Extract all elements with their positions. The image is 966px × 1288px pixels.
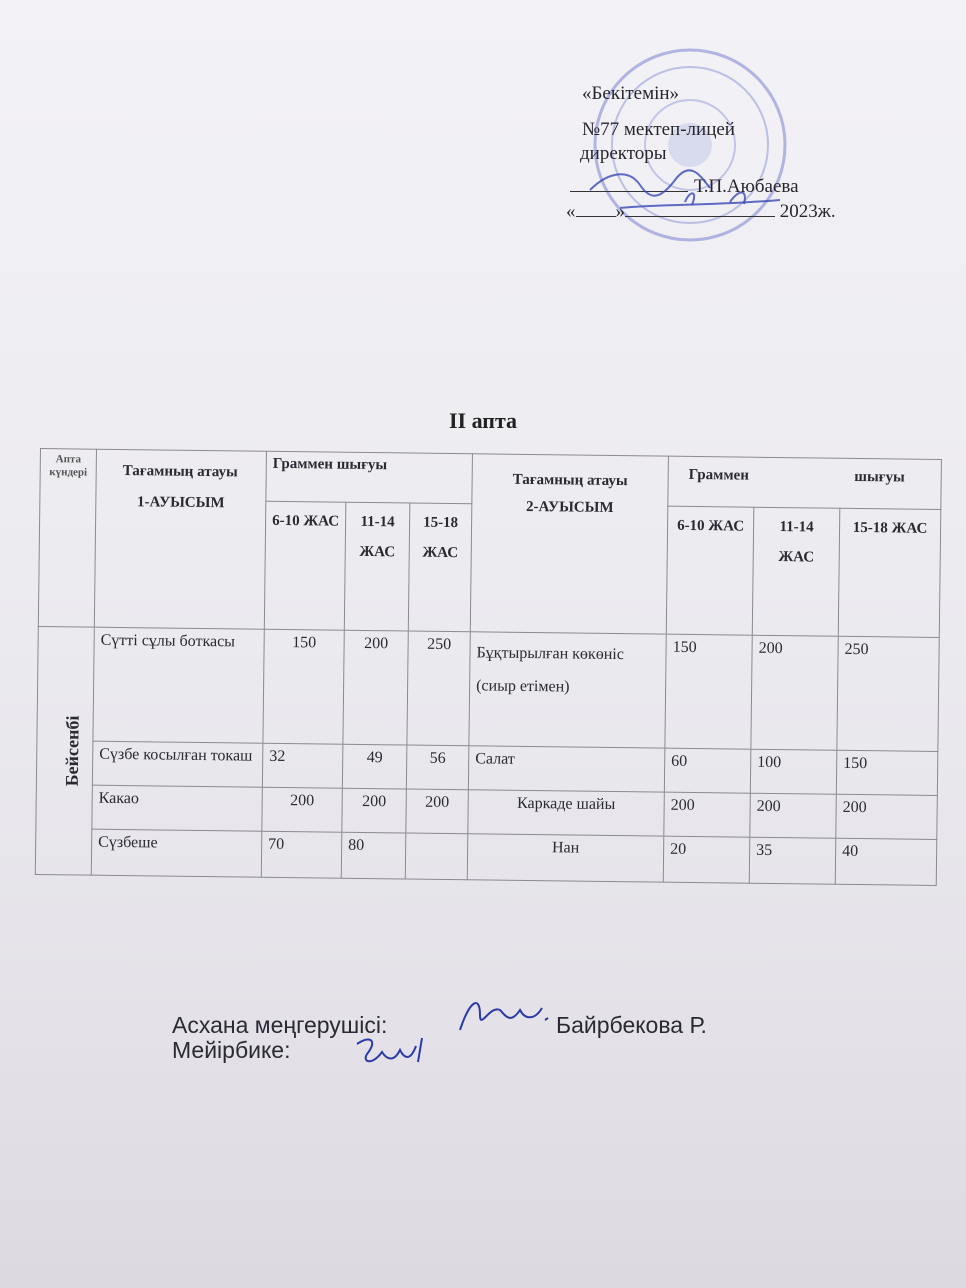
age-6-10-shift2: 6-10 ЖАС <box>666 506 754 635</box>
age-6-10-shift1: 6-10 ЖАС <box>264 501 346 630</box>
canteen-manager-label: Асхана меңгерушісі: <box>172 1012 388 1038</box>
value-cell: 200 <box>751 635 838 750</box>
value-cell: 200 <box>262 787 343 832</box>
dish-1: Сүзбе косылған токаш <box>92 741 263 787</box>
value-cell: 200 <box>836 794 938 839</box>
table-row <box>37 626 939 751</box>
dish-name-label-1: Тағамның атауы <box>122 463 238 481</box>
value-cell: 32 <box>262 743 343 788</box>
table-row <box>35 828 937 885</box>
dish-name-label-2: Тағамның атауы <box>512 471 628 490</box>
value-cell: 60 <box>664 748 751 793</box>
menu-table <box>35 448 942 886</box>
value-cell: 100 <box>750 749 837 794</box>
age-15-18-shift1: 15-18 ЖАС <box>408 503 472 632</box>
director-name: Т.П.Аюбаева <box>694 176 799 197</box>
age-11-14-shift1: 11-14 ЖАС <box>344 502 410 631</box>
value-cell: 150 <box>836 750 938 795</box>
dish-2: Нан <box>467 834 664 882</box>
header-grams-2 <box>668 456 942 509</box>
dish-2: Салат <box>468 746 665 792</box>
value-cell: 150 <box>263 629 344 744</box>
dish-1: Сүтті сұлы боткасы <box>93 627 264 743</box>
value-cell: 56 <box>406 745 469 790</box>
date-close-quote: » <box>615 201 625 222</box>
header-dish-name-1 <box>94 449 266 629</box>
value-cell: 49 <box>342 744 407 789</box>
nurse-signature <box>352 1032 432 1076</box>
header-dish-name-2 <box>470 454 668 634</box>
value-cell: 200 <box>342 788 407 833</box>
date-year: 2023ж. <box>779 201 836 222</box>
header-week-days: Апта күндері <box>38 449 96 628</box>
dish-2: Каркаде шайы <box>468 790 665 836</box>
value-cell: 20 <box>663 836 750 883</box>
date-open-quote: « <box>566 201 576 222</box>
value-cell <box>405 833 468 880</box>
director-signature <box>580 160 800 220</box>
day-cell <box>35 626 94 875</box>
approval-position: директоры <box>580 143 667 164</box>
grams-label-b: шығуы <box>854 468 905 486</box>
value-cell: 80 <box>341 832 406 879</box>
canteen-manager-name: Байрбекова Р. <box>556 1012 707 1038</box>
value-cell: 70 <box>261 831 342 878</box>
value-cell: 150 <box>665 634 752 749</box>
approval-school: №77 мектеп-лицей <box>582 119 735 140</box>
value-cell: 200 <box>406 789 469 834</box>
age-11-14-shift2: 11-14 ЖАС <box>752 507 840 636</box>
dish-1: Какао <box>92 785 263 831</box>
header-grams-1: Граммен шығуы <box>266 451 473 504</box>
value-cell: 35 <box>749 837 836 884</box>
dish-1: Сүзбеше <box>91 829 262 877</box>
shift-1-label: 1-АУЫСЫМ <box>137 494 225 512</box>
value-cell: 40 <box>835 838 937 885</box>
dish-2: Бұқтырылған көкөніс (сиыр етімен) <box>469 632 666 748</box>
value-cell: 200 <box>664 792 751 837</box>
value-cell: 250 <box>837 636 939 751</box>
grams-label-a: Граммен <box>688 466 750 484</box>
nurse-label: Мейірбике: <box>172 1037 291 1063</box>
value-cell: 200 <box>343 630 408 745</box>
value-cell: 200 <box>750 793 837 838</box>
approval-heading: «Бекітемін» <box>582 83 680 104</box>
age-15-18-shift2: 15-18 ЖАС <box>838 508 941 637</box>
day-name: Бейсенбі <box>61 715 83 787</box>
week-title: II апта <box>448 408 518 433</box>
canteen-manager-signature <box>450 990 560 1040</box>
shift-2-label: 2-АУЫСЫМ <box>525 498 614 517</box>
value-cell: 250 <box>407 631 470 746</box>
